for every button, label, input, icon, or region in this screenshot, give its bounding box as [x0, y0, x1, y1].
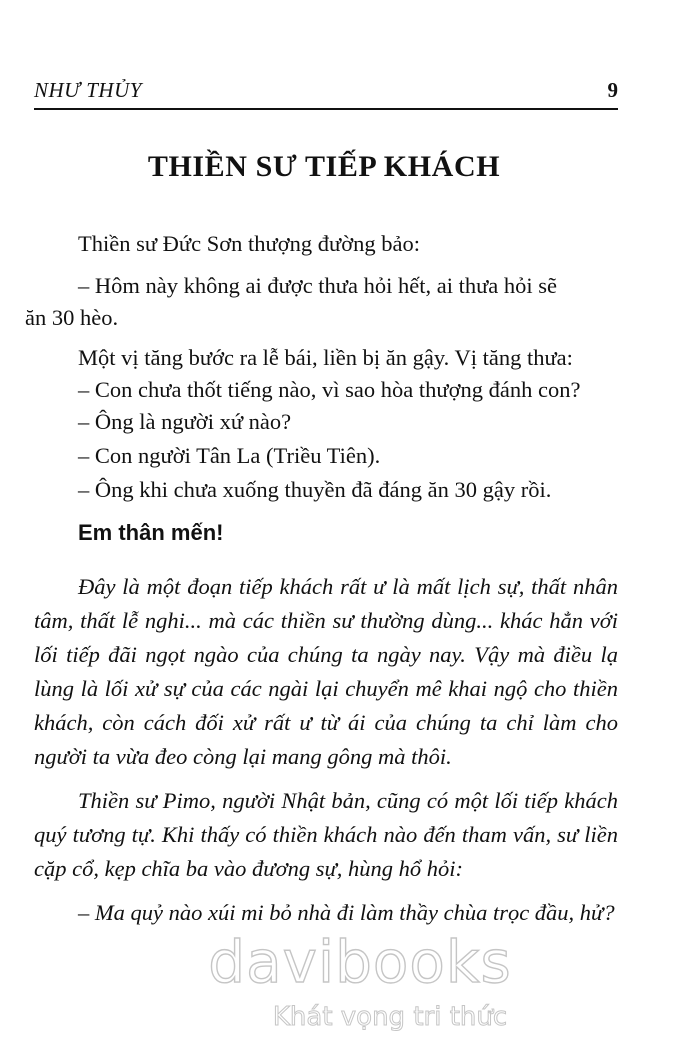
- running-head: NHƯ THỦY: [34, 78, 142, 102]
- page-number: 9: [607, 78, 618, 102]
- story-line: – Con người Tân La (Triều Tiên).: [78, 443, 381, 468]
- header-rule: [34, 108, 618, 110]
- story-line: – Ông khi chưa xuống thuyền đã đáng ăn 30 gậy rồi.: [78, 477, 552, 502]
- story-dialogue: [25, 228, 618, 512]
- chapter-title: THIỀN SƯ TIẾP KHÁCH: [147, 150, 501, 183]
- commentary-paragraph: Thiền sư Pimo, người Nhật bản, cũng có một lối tiếp khách quý tương tự. Khi thấy có thiền khách nào đến tham vấn, sư liền cặp cổ, kẹp chĩa ba vào đương sự, hùng hổ hỏi:: [34, 788, 618, 881]
- story-line: – Hôm này không ai được thưa hỏi hết, ai thưa hỏi sẽ: [78, 273, 558, 298]
- story-line: – Con chưa thốt tiếng nào, vì sao hòa thượng đánh con?: [78, 377, 581, 402]
- commentary-paragraph: Đây là một đoạn tiếp khách rất ư là mất lịch sự, thất nhân tâm, thất lễ nghi... mà các thiền sư thường dùng... khác hẳn với lối tiếp đãi ngọt ngào của chúng ta ngày nay. Vậy mà điều lạ lùng là lối xử sự của các ngài lại chuyển mê khai ngộ cho thiền khách, còn cách đối xử rất ư từ ái của chúng ta chỉ làm cho người ta vừa đeo còng lại mang gông mà thôi.: [34, 574, 618, 769]
- story-line: Thiền sư Đức Sơn thượng đường bảo:: [78, 231, 420, 256]
- watermark-tagline: Khát vọng tri thức: [272, 1002, 508, 1032]
- page-header: [34, 78, 618, 108]
- commentary-paragraph: – Ma quỷ nào xúi mi bỏ nhà đi làm thầy chùa trọc đầu, hử?: [78, 900, 615, 925]
- watermark-brand: davibooks: [208, 928, 512, 996]
- story-line: ăn 30 hèo.: [25, 305, 119, 330]
- commentary: [34, 570, 618, 940]
- publisher-watermark: [150, 930, 570, 1032]
- story-line: – Ông là người xứ nào?: [78, 409, 292, 434]
- story-line: Một vị tăng bước ra lễ bái, liền bị ăn gậy. Vị tăng thưa:: [78, 345, 573, 370]
- letter-greeting: Em thân mến!: [78, 520, 224, 545]
